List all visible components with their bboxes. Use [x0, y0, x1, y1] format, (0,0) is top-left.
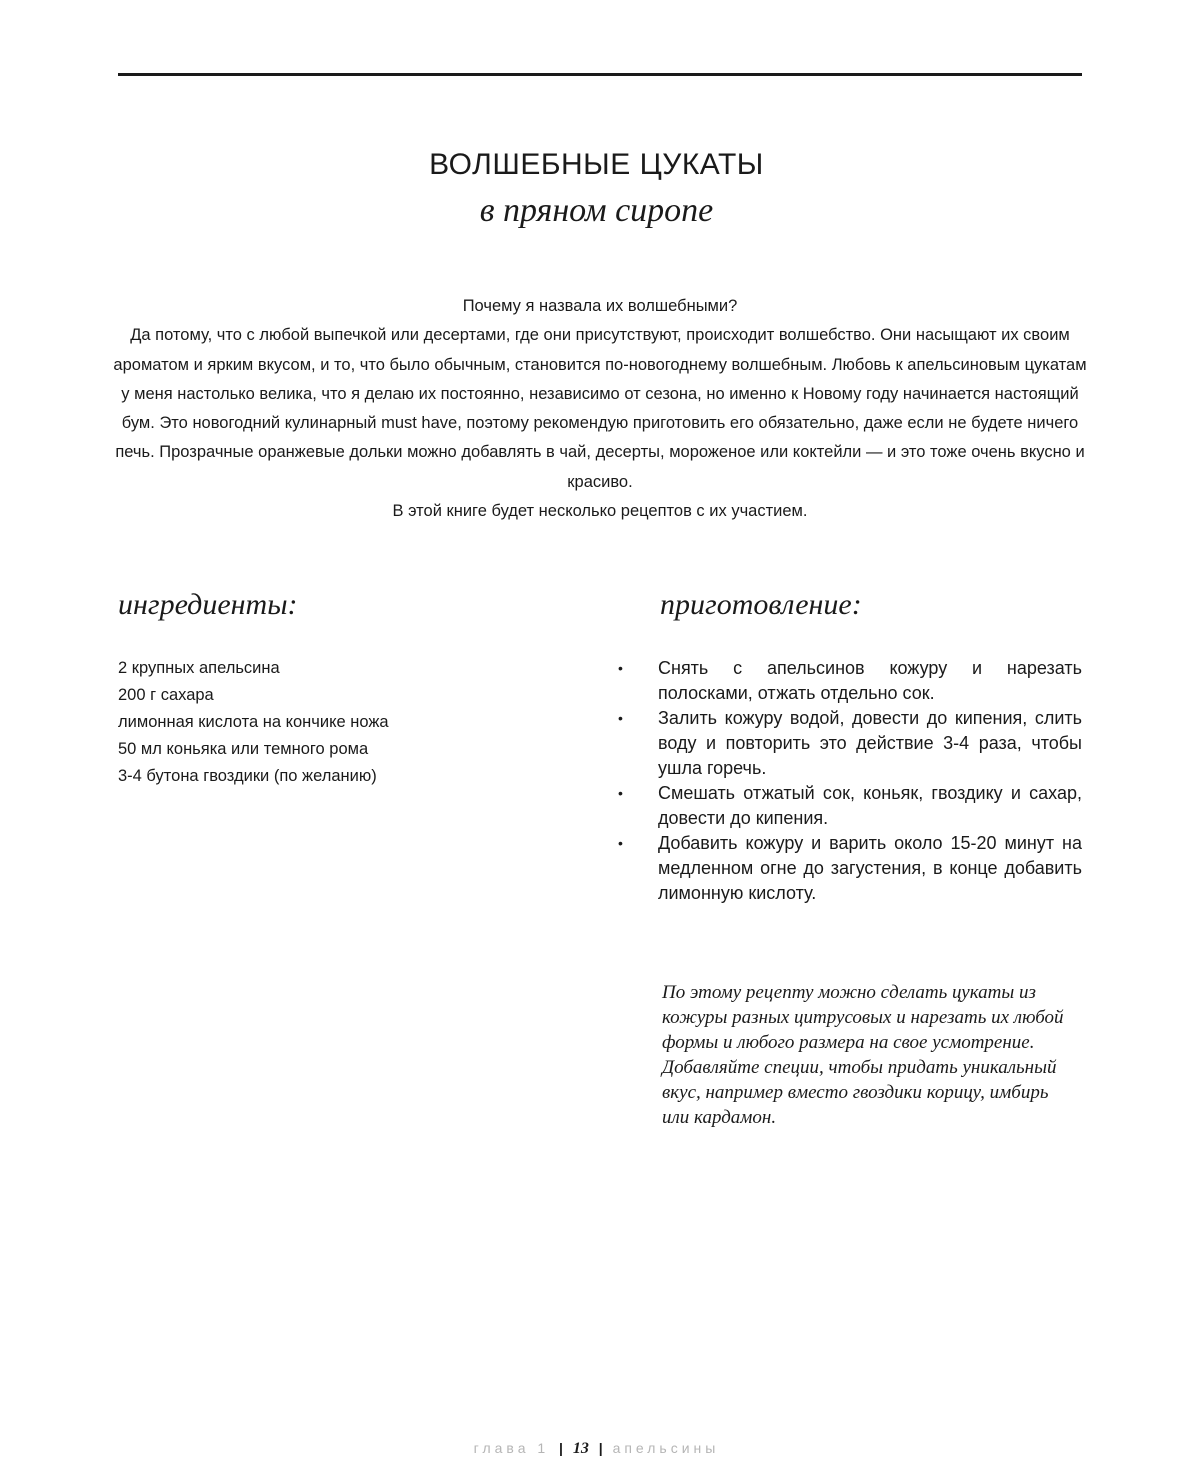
bullet-icon: • — [618, 710, 623, 726]
footer-separator: | — [598, 1440, 603, 1456]
footer-separator: | — [559, 1440, 563, 1456]
footer-section: апельсины — [612, 1440, 720, 1456]
recipe-title: ВОЛШЕБНЫЕ ЦУКАТЫ — [429, 148, 764, 181]
preparation-steps — [618, 656, 1082, 906]
ingredient-item: 200 г сахара — [118, 686, 214, 704]
ingredient-item: 50 мл коньяка или темного рома — [118, 740, 369, 758]
intro-text — [110, 292, 1090, 526]
intro-body: Да потому, что с любой выпечкой или десертами, где они присутствуют, происходит волшебство. Они насыщают их своим ароматом и ярким вкусом, и то, что было обычным, становится по-новогоднему волшебным. Любовь к апельсиновым цукатам у меня настолько велика, что я делаю их постоянно, независимо от сезона, но именно к Новому году начинается настоящий бум. Это новогодний кулинарный must have, поэтому рекомендую приготовить его обязательно, даже если не будете ничего печь. Прозрачные оранжевые дольки можно добавлять в чай, десерты, мороженое или коктейли — и это тоже очень вкусно и красиво. — [113, 326, 1087, 491]
ingredient-item: 3-4 бутона гвоздики (по желанию) — [118, 767, 377, 785]
ingredients-heading: ингредиенты: — [118, 588, 298, 621]
page-number: 13 — [572, 1440, 589, 1457]
recipe-subtitle: в пряном сиропе — [479, 192, 714, 229]
preparation-step — [618, 706, 1082, 781]
ingredients-list — [118, 655, 558, 790]
ingredient-item: 2 крупных апельсина — [118, 659, 280, 677]
recipe-note: По этому рецепту можно сделать цукаты из кожуры разных цитрусовых и нарезать их любой формы и любого размера на свое усмотрение. Добавляйте специи, чтобы придать уникальный вкус, например вместо гвоздики корицу, имбирь или кардамон. — [662, 982, 1064, 1128]
page-footer — [0, 1440, 1193, 1458]
bullet-icon: • — [618, 835, 623, 851]
preparation-heading: приготовление: — [660, 588, 862, 621]
footer-chapter: глава 1 — [473, 1440, 550, 1456]
step-text: Снять с апельсинов кожуру и нарезать полосками, отжать отдельно сок. — [658, 658, 1082, 703]
step-text: Залить кожуру водой, довести до кипения, слить воду и повторить это действие 3-4 раза, чтобы ушла горечь. — [658, 708, 1082, 778]
step-text: Добавить кожуру и варить около 15-20 минут на медленном огне до загустения, в конце добавить лимонную кислоту. — [658, 833, 1082, 903]
intro-closing: В этой книге будет несколько рецептов с их участием. — [392, 502, 808, 521]
top-rule — [118, 73, 1082, 76]
intro-question: Почему я назвала их волшебными? — [462, 297, 738, 315]
step-text: Смешать отжатый сок, коньяк, гвоздику и сахар, довести до кипения. — [658, 783, 1082, 828]
preparation-step — [618, 656, 1082, 706]
preparation-step — [618, 781, 1082, 831]
ingredient-item: лимонная кислота на кончике ножа — [118, 713, 389, 731]
preparation-step — [618, 831, 1082, 906]
bullet-icon: • — [618, 660, 623, 676]
bullet-icon: • — [618, 785, 623, 801]
